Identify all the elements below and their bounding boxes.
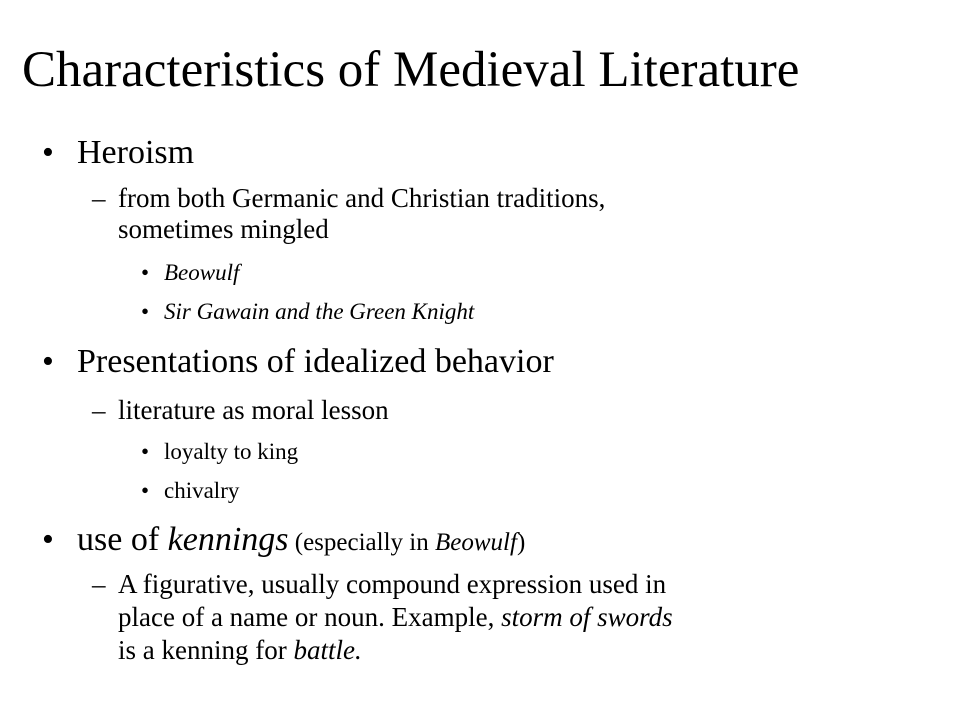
bullet-heroism: Heroism [77, 134, 195, 171]
bullet-heroism-sub-2: sometimes mingled [118, 214, 329, 244]
kenning-definition-text: place of a name or noun. Example, [118, 602, 502, 632]
bullet-idealized: Presentations of idealized behavior [77, 343, 554, 380]
bullet-marker: • [42, 343, 54, 380]
bullet-kennings [77, 520, 525, 563]
dash-marker: – [92, 569, 106, 599]
kenning-definition-line-1: A figurative, usually compound expression used in [118, 569, 667, 599]
kenning-definition-line-2 [118, 602, 673, 633]
kenning-meaning: battle. [293, 635, 362, 665]
bullet-marker: • [42, 521, 54, 558]
bullet-marker: • [141, 260, 150, 285]
slide-title: Characteristics of Medieval Literature [22, 42, 800, 98]
kennings-text-part: ) [516, 529, 526, 556]
kennings-term: kennings [167, 521, 289, 558]
dash-marker: – [92, 183, 106, 213]
kennings-beowulf: Beowulf [435, 529, 517, 556]
bullet-marker: • [141, 478, 150, 503]
kenning-definition-line-3 [118, 635, 362, 666]
bullet-marker: • [141, 439, 150, 464]
kennings-text-part: (especially in [288, 529, 435, 556]
bullet-gawain: Sir Gawain and the Green Knight [164, 299, 475, 324]
kenning-definition-text: is a kenning for [118, 635, 294, 665]
bullet-heroism-sub: from both Germanic and Christian traditions, [118, 183, 606, 213]
bullet-loyalty: loyalty to king [164, 439, 299, 464]
kennings-text-part: use of [77, 521, 168, 558]
bullet-beowulf: Beowulf [164, 260, 240, 285]
bullet-marker: • [42, 134, 54, 171]
dash-marker: – [92, 395, 106, 425]
kenning-example: storm of swords [501, 602, 673, 632]
bullet-chivalry: chivalry [164, 478, 240, 503]
bullet-marker: • [141, 299, 150, 324]
bullet-idealized-sub: literature as moral lesson [118, 395, 389, 425]
